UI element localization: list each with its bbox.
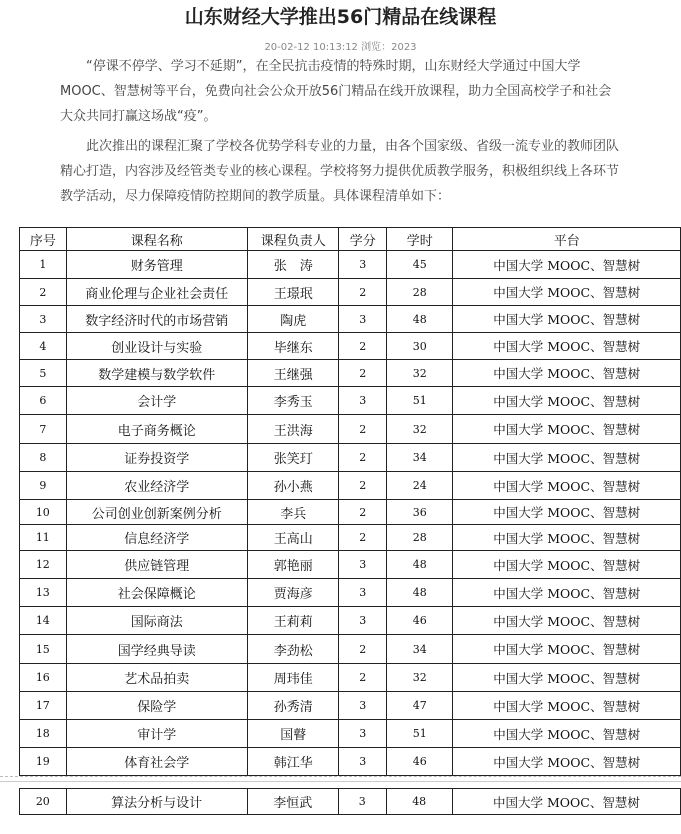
course-table: [19, 227, 681, 776]
cell-platform: 中国大学 MOOC、智慧树: [453, 692, 681, 720]
article-meta: 20-02-12 10:13:12 浏览：2023: [264, 42, 417, 53]
cell-course-name: 保险学: [66, 692, 247, 720]
table-row: [20, 692, 681, 720]
cell-platform: 中国大学 MOOC、智慧树: [453, 306, 681, 333]
cell-credits: 3: [339, 748, 387, 776]
cell-index: 3: [20, 306, 67, 333]
cell-hours: 36: [387, 500, 453, 525]
table-row: [20, 251, 681, 279]
cell-hours: 47: [387, 692, 453, 720]
cell-lead-teacher: 周玮佳: [247, 664, 339, 692]
page-break-line: [0, 781, 681, 782]
cell-lead-teacher: 李秀玉: [247, 387, 339, 415]
cell-hours: 51: [387, 720, 453, 748]
cell-course-name: 商业伦理与企业社会责任: [66, 279, 247, 306]
cell-lead-teacher: 陶虎: [247, 306, 339, 333]
cell-platform: 中国大学 MOOC、智慧树: [453, 387, 681, 415]
header-course-name: 课程名称: [66, 228, 247, 251]
cell-hours: 45: [387, 251, 453, 279]
cell-course-name: 创业设计与实验: [66, 333, 247, 360]
cell-platform: 中国大学 MOOC、智慧树: [453, 607, 681, 635]
header-credits: 学分: [339, 228, 387, 251]
cell-platform: 中国大学 MOOC、智慧树: [453, 279, 681, 306]
cell-course-name: 体育社会学: [66, 748, 247, 776]
cell-course-name: 数学建模与数学软件: [66, 360, 247, 387]
cell-lead-teacher: 贾海彦: [247, 579, 339, 607]
cell-credits: 2: [339, 525, 387, 551]
table-row: [20, 415, 681, 444]
cell-course-name: 会计学: [66, 387, 247, 415]
cell-hours: 34: [387, 444, 453, 472]
cell-platform: 中国大学 MOOC、智慧树: [453, 360, 681, 387]
cell-course-name: 算法分析与设计: [66, 789, 247, 815]
cell-index: 1: [20, 251, 67, 279]
cell-lead-teacher: 郭艳丽: [247, 551, 339, 579]
header-platform: 平台: [453, 228, 681, 251]
cell-platform: 中国大学 MOOC、智慧树: [453, 748, 681, 776]
table-row: [20, 500, 681, 525]
cell-lead-teacher: 王洪海: [247, 415, 339, 444]
cell-hours: 48: [386, 789, 452, 815]
cell-index: 15: [20, 635, 67, 664]
cell-hours: 28: [387, 525, 453, 551]
header-hours: 学时: [387, 228, 453, 251]
cell-hours: 48: [387, 551, 453, 579]
cell-index: 19: [20, 748, 67, 776]
cell-hours: 34: [387, 635, 453, 664]
cell-hours: 48: [387, 306, 453, 333]
cell-hours: 48: [387, 579, 453, 607]
table-row: [20, 525, 681, 551]
cell-platform: 中国大学 MOOC、智慧树: [453, 415, 681, 444]
cell-course-name: 供应链管理: [66, 551, 247, 579]
table-row: [20, 579, 681, 607]
cell-lead-teacher: 王璟珉: [247, 279, 339, 306]
cell-index: 5: [20, 360, 67, 387]
cell-platform: 中国大学 MOOC、智慧树: [452, 789, 680, 815]
cell-credits: 2: [339, 500, 387, 525]
cell-lead-teacher: 张笑玎: [247, 444, 339, 472]
cell-lead-teacher: 王高山: [247, 525, 339, 551]
cell-credits: 3: [339, 551, 387, 579]
course-table-continued: [19, 788, 681, 815]
cell-hours: 30: [387, 333, 453, 360]
cell-hours: 32: [387, 664, 453, 692]
cell-course-name: 财务管理: [66, 251, 247, 279]
cell-platform: 中国大学 MOOC、智慧树: [453, 525, 681, 551]
cell-lead-teacher: 王继强: [247, 360, 339, 387]
cell-index: 13: [20, 579, 67, 607]
table-row: [20, 551, 681, 579]
article-paragraph-2: 此次推出的课程汇聚了学校各优势学科专业的力量，由各个国家级、省级一流专业的教师团队精心打造，内容涉及经管类专业的核心课程。学校将努力提供优质教学服务，积极组织线上各环节教学活动，尽力保障疫情防控期间的教学质量。具体课程清单如下：: [60, 139, 620, 204]
cell-platform: 中国大学 MOOC、智慧树: [453, 579, 681, 607]
cell-course-name: 国际商法: [66, 607, 247, 635]
table-row: [20, 664, 681, 692]
cell-course-name: 证券投资学: [66, 444, 247, 472]
cell-lead-teacher: 李兵: [247, 500, 339, 525]
cell-index: 12: [20, 551, 67, 579]
cell-lead-teacher: 国瞽: [247, 720, 339, 748]
header-lead-teacher: 课程负责人: [247, 228, 339, 251]
cell-platform: 中国大学 MOOC、智慧树: [453, 720, 681, 748]
cell-hours: 46: [387, 607, 453, 635]
cell-index: 2: [20, 279, 67, 306]
cell-hours: 46: [387, 748, 453, 776]
cell-index: 16: [20, 664, 67, 692]
cell-credits: 2: [339, 333, 387, 360]
table-row: [20, 279, 681, 306]
page-break-divider: [0, 776, 681, 777]
table-row: [20, 444, 681, 472]
table-header-row: [20, 228, 681, 251]
cell-index: 9: [20, 472, 67, 500]
cell-course-name: 公司创业创新案例分析: [66, 500, 247, 525]
cell-hours: 51: [387, 387, 453, 415]
cell-lead-teacher: 李劲松: [247, 635, 339, 664]
article-paragraph-1: “停课不停学、学习不延期”，在全民抗击疫情的特殊时期，山东财经大学通过中国大学MOOC、智慧树等平台，免费向社会公众开放56门精品在线开放课程，助力全国高校学子和社会大众共同打赢这场战“疫”。: [60, 59, 612, 124]
cell-lead-teacher: 张 涛: [247, 251, 339, 279]
header-index: 序号: [20, 228, 67, 251]
cell-hours: 32: [387, 360, 453, 387]
cell-lead-teacher: 李恒武: [247, 789, 338, 815]
cell-index: 8: [20, 444, 67, 472]
table-row: [20, 720, 681, 748]
cell-course-name: 电子商务概论: [66, 415, 247, 444]
cell-credits: 3: [338, 789, 386, 815]
table-row: [20, 748, 681, 776]
table-row: [20, 789, 681, 815]
table-row: [20, 472, 681, 500]
cell-course-name: 农业经济学: [66, 472, 247, 500]
cell-credits: 3: [339, 251, 387, 279]
table-row: [20, 635, 681, 664]
cell-course-name: 数字经济时代的市场营销: [66, 306, 247, 333]
cell-platform: 中国大学 MOOC、智慧树: [453, 333, 681, 360]
cell-index: 11: [20, 525, 67, 551]
cell-credits: 3: [339, 607, 387, 635]
cell-index: 17: [20, 692, 67, 720]
cell-platform: 中国大学 MOOC、智慧树: [453, 500, 681, 525]
cell-index: 20: [20, 789, 67, 815]
table-row: [20, 607, 681, 635]
cell-credits: 2: [339, 635, 387, 664]
cell-credits: 3: [339, 720, 387, 748]
cell-hours: 32: [387, 415, 453, 444]
cell-platform: 中国大学 MOOC、智慧树: [453, 472, 681, 500]
cell-credits: 2: [339, 279, 387, 306]
cell-credits: 3: [339, 306, 387, 333]
table-row: [20, 306, 681, 333]
cell-hours: 24: [387, 472, 453, 500]
cell-lead-teacher: 孙小燕: [247, 472, 339, 500]
article-title: 山东财经大学推出56门精品在线课程: [184, 6, 497, 28]
cell-platform: 中国大学 MOOC、智慧树: [453, 551, 681, 579]
cell-index: 4: [20, 333, 67, 360]
cell-course-name: 社会保障概论: [66, 579, 247, 607]
cell-credits: 2: [339, 360, 387, 387]
table-row: [20, 387, 681, 415]
cell-credits: 3: [339, 387, 387, 415]
cell-index: 10: [20, 500, 67, 525]
cell-lead-teacher: 韩江华: [247, 748, 339, 776]
cell-credits: 2: [339, 415, 387, 444]
cell-course-name: 审计学: [66, 720, 247, 748]
cell-index: 14: [20, 607, 67, 635]
cell-credits: 2: [339, 444, 387, 472]
cell-lead-teacher: 毕继东: [247, 333, 339, 360]
cell-credits: 3: [339, 692, 387, 720]
cell-lead-teacher: 孙秀清: [247, 692, 339, 720]
cell-credits: 2: [339, 472, 387, 500]
cell-credits: 2: [339, 664, 387, 692]
cell-hours: 28: [387, 279, 453, 306]
table-row: [20, 360, 681, 387]
cell-course-name: 艺术品拍卖: [66, 664, 247, 692]
cell-platform: 中国大学 MOOC、智慧树: [453, 635, 681, 664]
cell-index: 18: [20, 720, 67, 748]
cell-platform: 中国大学 MOOC、智慧树: [453, 664, 681, 692]
cell-course-name: 信息经济学: [66, 525, 247, 551]
cell-index: 7: [20, 415, 67, 444]
cell-index: 6: [20, 387, 67, 415]
cell-platform: 中国大学 MOOC、智慧树: [453, 251, 681, 279]
cell-course-name: 国学经典导读: [66, 635, 247, 664]
table-row: [20, 333, 681, 360]
cell-credits: 3: [339, 579, 387, 607]
cell-platform: 中国大学 MOOC、智慧树: [453, 444, 681, 472]
cell-lead-teacher: 王莉莉: [247, 607, 339, 635]
